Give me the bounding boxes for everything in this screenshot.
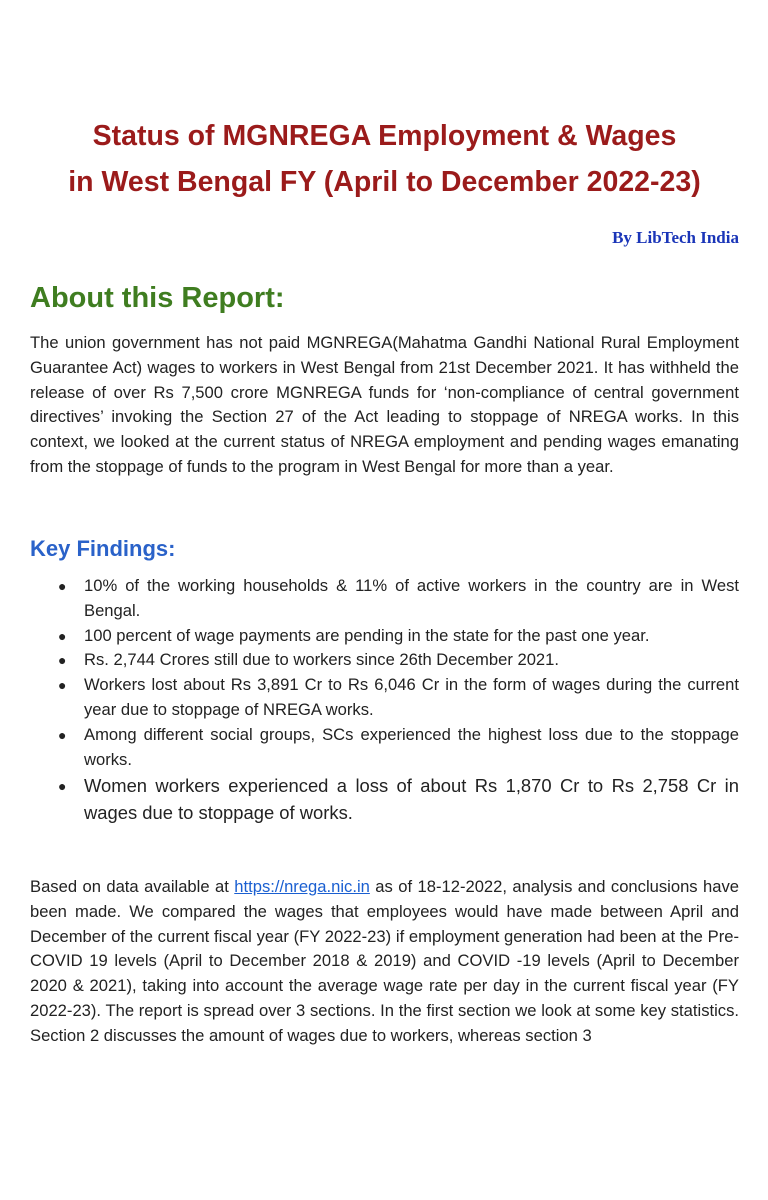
nrega-link[interactable]: https://nrega.nic.in xyxy=(234,877,370,896)
title-line-1: Status of MGNREGA Employment & Wages xyxy=(92,120,677,152)
finding-item xyxy=(30,723,739,773)
bullet-icon: ● xyxy=(58,677,67,694)
finding-text: Women workers experienced a loss of about Rs 1,870 Cr to Rs 2,758 Cr in wages due to stoppage of works. xyxy=(84,775,739,823)
finding-item xyxy=(30,624,739,649)
about-heading: About this Report: xyxy=(30,282,285,314)
finding-text: 100 percent of wage payments are pending in the state for the past one year. xyxy=(84,625,650,645)
basis-text-rest: as of 18-12-2022, analysis and conclusions have been made. We compared the wages that employees would have made between April and December of the current fiscal year (FY 2022-23) if employment generation had been at the Pre-COVID 19 levels (April to December 2018 & 2019) and COVID -19 levels (April to December 2020 & 2021), taking into account the average wage rate per day in the current fiscal year (FY 2022-23). The report is spread over 3 sections. In the first section we look at some key statistics. Section 2 discusses the amount of wages due to workers, whereas section 3 xyxy=(30,877,740,1045)
byline: By LibTech India xyxy=(612,228,739,247)
bullet-icon: ● xyxy=(58,627,67,644)
finding-item xyxy=(30,673,739,723)
finding-text: 10% of the working households & 11% of active workers in the country are in West Bengal. xyxy=(84,576,739,620)
bullet-icon: ● xyxy=(58,652,67,669)
bullet-icon: ● xyxy=(58,726,67,743)
finding-item xyxy=(30,648,739,673)
finding-text: Workers lost about Rs 3,891 Cr to Rs 6,046 Cr in the form of wages during the current year due to stoppage of NREGA works. xyxy=(84,675,739,719)
key-findings-list xyxy=(30,574,739,826)
report-title xyxy=(30,113,739,205)
title-line-2: in West Bengal FY (April to December 2022-23) xyxy=(68,166,701,198)
basis-text-start: Based on data available at xyxy=(30,877,235,896)
data-basis-paragraph xyxy=(30,875,739,1049)
bullet-icon: ● xyxy=(58,778,67,795)
finding-text: Among different social groups, SCs experienced the highest loss due to the stoppage works. xyxy=(84,724,739,769)
finding-text: Rs. 2,744 Crores still due to workers since 26th December 2021. xyxy=(84,650,559,670)
finding-item xyxy=(30,773,739,826)
finding-item xyxy=(30,574,739,624)
about-paragraph: The union government has not paid MGNREGA(Mahatma Gandhi National Rural Employment Guarantee Act) wages to workers in West Bengal from 21st December 2021. It has withheld the release of over Rs 7,500 crore MGNREGA funds for ‘non-compliance of central government directives’ invoking the Section 27 of the Act leading to stoppage of NREGA works. In this context, we looked at the current status of NREGA employment and pending wages emanating from the stoppage of funds to the program in West Bengal for more than a year. xyxy=(30,333,739,476)
bullet-icon: ● xyxy=(58,578,67,594)
key-findings-heading: Key Findings: xyxy=(30,536,176,561)
